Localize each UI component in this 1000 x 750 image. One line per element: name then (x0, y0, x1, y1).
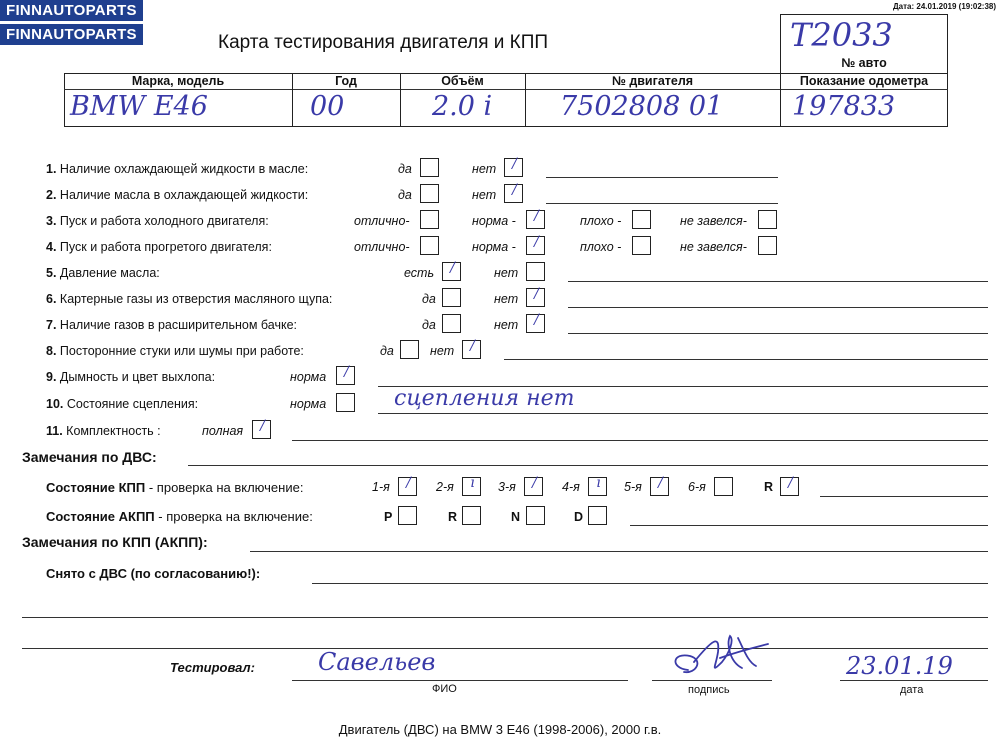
signature-label: подпись (688, 684, 730, 696)
gear-label: 5-я (624, 480, 642, 494)
checkbox-no[interactable]: / (526, 288, 545, 307)
comment-line[interactable] (292, 440, 988, 441)
checkbox-complete[interactable]: / (252, 420, 271, 439)
option-label: нет (494, 318, 519, 332)
value-volume: 2.0 i (432, 91, 493, 122)
checkbox-no-start[interactable] (758, 236, 777, 255)
option-label: норма - (472, 240, 516, 254)
checklist-item-2: 2. Наличие масла в охлаждающей жидкости: (46, 188, 309, 202)
form-title: Карта тестирования двигателя и КПП (218, 32, 549, 53)
option-label: не завелся- (680, 240, 747, 254)
value-year: 00 (310, 91, 345, 122)
checkbox-bad[interactable] (632, 210, 651, 229)
signature-line[interactable] (652, 680, 772, 681)
value-odometer: 197833 (792, 91, 896, 122)
option-label: да (380, 344, 394, 358)
image-caption: Двигатель (ДВС) на BMW 3 E46 (1998-2006), 2000 г.в. (338, 722, 662, 737)
gear-reverse-checkbox[interactable]: / (780, 477, 799, 496)
checklist-item-3: 3. Пуск и работа холодного двигателя: (46, 214, 269, 228)
gear-6-checkbox[interactable] (714, 477, 733, 496)
option-label: нет (494, 266, 519, 280)
car-number-label: № авто (841, 56, 887, 70)
checkbox-no[interactable]: / (504, 184, 523, 203)
gear-2-checkbox[interactable]: ı (462, 477, 481, 496)
checkbox-normal[interactable]: / (526, 236, 545, 255)
checkbox-yes[interactable] (400, 340, 419, 359)
akpp-p-checkbox[interactable] (398, 506, 417, 525)
checklist-item-6: 6. Картерные газы из отверстия масляного щупа: (46, 292, 333, 306)
fio-label: ФИО (432, 683, 457, 695)
date-value: 23.01.19 (846, 652, 953, 680)
kpp-remarks-line[interactable] (250, 551, 988, 552)
signature (660, 622, 780, 684)
checklist-item-7: 7. Наличие газов в расширительном бачке: (46, 318, 298, 332)
checkbox-bad[interactable] (632, 236, 651, 255)
gear-1-checkbox[interactable]: / (398, 477, 417, 496)
gear-label: 4-я (562, 480, 580, 494)
checkbox-normal[interactable] (336, 393, 355, 412)
option-label: есть (404, 266, 435, 280)
comment-line[interactable] (568, 333, 988, 334)
option-label: да (398, 188, 412, 202)
option-label: отлично- (354, 240, 410, 254)
extra-line[interactable] (22, 617, 988, 618)
option-label: нет (472, 162, 497, 176)
checklist-item-5: 5. Давление масла: (46, 266, 160, 280)
option-label: да (422, 318, 436, 332)
akpp-mode-label: N (511, 510, 521, 524)
akpp-label: Состояние АКПП - проверка на включение: (46, 509, 313, 524)
option-label: плохо - (580, 214, 622, 228)
option-label: нет (472, 188, 497, 202)
kpp-label: Состояние КПП - проверка на включение: (46, 480, 304, 495)
checkbox-no-start[interactable] (758, 210, 777, 229)
akpp-comment-line[interactable] (630, 525, 988, 526)
checkbox-yes[interactable] (442, 314, 461, 333)
akpp-d-checkbox[interactable] (588, 506, 607, 525)
option-label: полная (202, 424, 244, 438)
checkbox-no[interactable]: / (462, 340, 481, 359)
brand-logo-secondary: FINNAUTOPARTS (0, 24, 143, 45)
option-label: не завелся- (680, 214, 747, 228)
option-label: да (422, 292, 436, 306)
extra-line[interactable] (22, 648, 988, 649)
checkbox-no[interactable] (526, 262, 545, 281)
gear-4-checkbox[interactable]: ı (588, 477, 607, 496)
akpp-mode-label: P (384, 510, 393, 524)
checkbox-excellent[interactable] (420, 236, 439, 255)
value-model: BMW E46 (70, 91, 208, 122)
checkbox-yes[interactable] (420, 158, 439, 177)
gear-label: 3-я (498, 480, 516, 494)
gear-label: 1-я (372, 480, 390, 494)
header-odometer: Показание одометра (799, 74, 929, 88)
comment-line[interactable] (546, 203, 778, 204)
removed-line[interactable] (312, 583, 988, 584)
checklist-item-10: 10. Состояние сцепления: (46, 397, 199, 411)
kpp-remarks-label: Замечания по КПП (АКПП): (22, 534, 208, 550)
checkbox-yes[interactable] (442, 288, 461, 307)
engine-remarks-line[interactable] (188, 465, 988, 466)
header-engine-no: № двигателя (611, 74, 694, 88)
checkbox-excellent[interactable] (420, 210, 439, 229)
engine-remarks-label: Замечания по ДВС: (22, 449, 157, 465)
comment-line[interactable] (504, 359, 988, 360)
value-engine-no: 7502808 01 (560, 91, 724, 122)
comment-line[interactable] (546, 177, 778, 178)
option-label: нет (430, 344, 455, 358)
checkbox-yes[interactable]: / (442, 262, 461, 281)
brand-logo: FINNAUTOPARTS (0, 0, 143, 21)
fio-line[interactable] (292, 680, 628, 681)
akpp-r-checkbox[interactable] (462, 506, 481, 525)
option-label: да (398, 162, 412, 176)
header-volume: Объём (441, 74, 484, 88)
checklist-item-4: 4. Пуск и работа прогретого двигателя: (46, 240, 272, 254)
kpp-comment-line[interactable] (820, 496, 988, 497)
tested-by-label: Тестировал: (170, 660, 255, 675)
header-year: Год (335, 74, 357, 88)
gear-3-checkbox[interactable]: / (524, 477, 543, 496)
option-label: плохо - (580, 240, 622, 254)
checklist-item-11: 11. Комплектность : (46, 424, 161, 438)
checkbox-no[interactable]: / (526, 314, 545, 333)
gear-label: 6-я (688, 480, 706, 494)
checkbox-normal[interactable]: / (526, 210, 545, 229)
date-line[interactable] (840, 680, 988, 681)
akpp-mode-label: D (574, 510, 584, 524)
date-stamp: Дата: 24.01.2019 (19:02:38) (892, 2, 996, 11)
option-label: норма (290, 370, 327, 384)
header-model: Марка, модель (131, 74, 225, 88)
option-label: отлично- (354, 214, 410, 228)
checkbox-yes[interactable] (420, 184, 439, 203)
option-label: норма (290, 397, 327, 411)
akpp-n-checkbox[interactable] (526, 506, 545, 525)
comment-line[interactable] (568, 307, 988, 308)
comment-line[interactable] (378, 413, 988, 414)
checklist-item-8: 8. Посторонние стуки или шумы при работе: (46, 344, 304, 358)
removed-label: Снято с ДВС (по согласованию!): (46, 566, 261, 581)
option-label: норма - (472, 214, 516, 228)
clutch-note: сцепления нет (394, 386, 575, 411)
header-divider (64, 89, 948, 90)
checkbox-normal[interactable]: / (336, 366, 355, 385)
akpp-mode-label: R (448, 510, 458, 524)
gear-5-checkbox[interactable]: / (650, 477, 669, 496)
checklist-item-9: 9. Дымность и цвет выхлопа: (46, 370, 216, 384)
car-number-value: Т2033 (790, 16, 893, 54)
option-label: нет (494, 292, 519, 306)
comment-line[interactable] (568, 281, 988, 282)
gear-label: 2-я (436, 480, 454, 494)
fio-value: Савельев (318, 648, 436, 676)
checklist-item-1: 1. Наличие охлаждающей жидкости в масле: (46, 162, 309, 176)
checkbox-no[interactable]: / (504, 158, 523, 177)
gear-label: R (764, 480, 774, 494)
date-label: дата (900, 684, 924, 696)
